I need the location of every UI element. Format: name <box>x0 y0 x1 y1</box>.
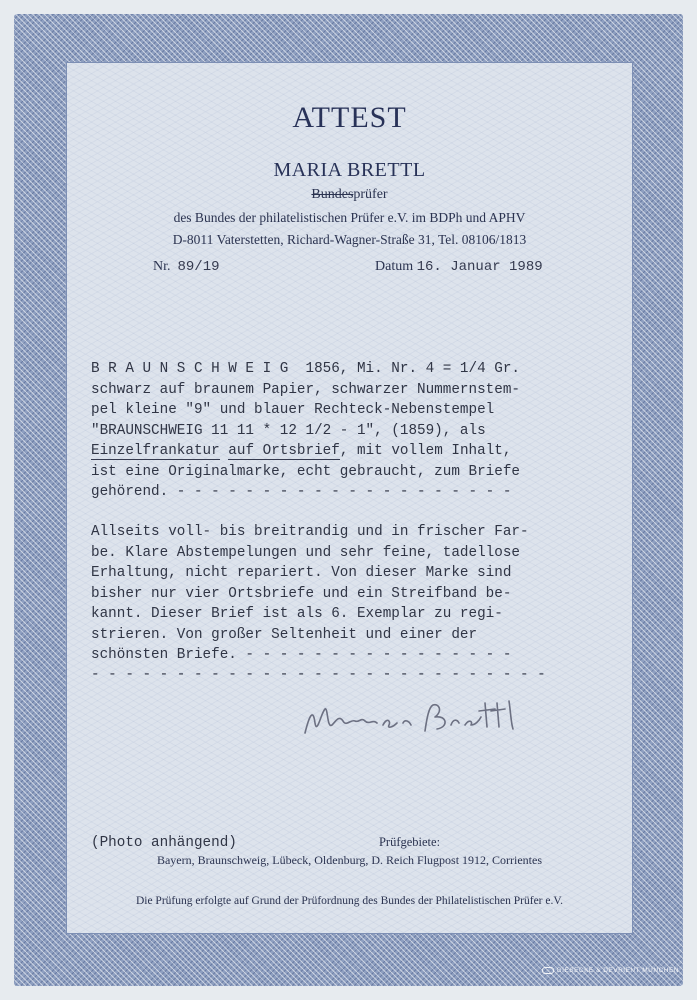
text-line: schönsten Briefe. - - - - - - - - - - - - - - - - <box>91 647 512 663</box>
number-label: Nr. <box>153 259 171 274</box>
role-struck: Bundes <box>311 187 354 202</box>
footer-note: Die Prüfung erfolgte auf Grund der Prüfordnung des Bundes der Philatelistischen Prüfer e.V. <box>135 895 564 907</box>
text-line: schwarz auf braunem Papier, schwarzer Nummernstem- <box>91 381 520 398</box>
text-line: B R A U N S C H W E I G 1856, Mi. Nr. 4 = 1/4 Gr. <box>91 361 520 377</box>
text-line: be. Klare Abstempelungen und sehr feine, tadellose <box>91 544 520 561</box>
areas-label: Prüfgebiete: <box>378 835 441 849</box>
date-label: Datum <box>375 259 414 274</box>
printer-mark <box>542 967 679 974</box>
date-value: 16. Januar 1989 <box>416 259 543 275</box>
text-fragment: , mit vollem Inhalt, <box>339 443 512 459</box>
description-paragraph <box>91 359 621 503</box>
condition-paragraph <box>91 522 621 666</box>
text-line: pel kleine "9" und blauer Rechteck-Nebenstempel <box>91 402 495 418</box>
dash-filler-line: - - - - - - - - - - - - - - - - - - - - - - - - - - - <box>91 667 546 683</box>
reference-date <box>375 259 543 275</box>
certificate-panel <box>66 62 633 934</box>
text-line: gehörend. - - - - - - - - - - - - - - - - - - - - <box>91 484 512 500</box>
printer-name: GIESECKE & DEVRIENT MÜNCHEN <box>556 967 679 975</box>
text-line: strieren. Von großer Seltenheit und einer der <box>91 626 478 643</box>
underlined-text: auf Ortsbrief <box>228 443 340 459</box>
address-line: D-8011 Vaterstetten, Richard-Wagner-Straße 31, Tel. 08106/1813 <box>172 232 527 247</box>
certificate-title: ATTEST <box>292 101 407 134</box>
number-value: 89/19 <box>177 259 220 275</box>
underlined-text: Einzelfrankatur <box>91 443 220 459</box>
text-line: "BRAUNSCHWEIG 11 11 * 12 1/2 - 1", (1859), als <box>91 422 486 439</box>
examiner-name: MARIA BRETTL <box>273 159 426 181</box>
photo-note: (Photo anhängend) <box>91 835 237 851</box>
reference-number <box>153 259 220 275</box>
text-line: ist eine Originalmarke, echt gebraucht, zum Briefe <box>91 463 520 480</box>
text-line: Allseits voll- bis breitrandig und in frischer Far- <box>91 524 529 540</box>
examiner-role <box>67 187 632 203</box>
association-line: des Bundes der philatelistischen Prüfer e.V. im BDPh und APHV <box>173 210 526 225</box>
printer-logo-icon <box>542 967 554 974</box>
text-line <box>91 441 621 462</box>
areas-list: Bayern, Braunschweig, Lübeck, Oldenburg, D. Reich Flugpost 1912, Corrientes <box>156 853 543 867</box>
text-line: kannt. Dieser Brief ist als 6. Exemplar zu regi- <box>91 606 503 622</box>
text-line: bisher nur vier Ortsbriefe und ein Streifband be- <box>91 585 512 602</box>
text-line: Erhaltung, nicht repariert. Von dieser Marke sind <box>91 565 512 581</box>
role-rest: prüfer <box>353 187 388 202</box>
signature-icon <box>299 695 529 745</box>
